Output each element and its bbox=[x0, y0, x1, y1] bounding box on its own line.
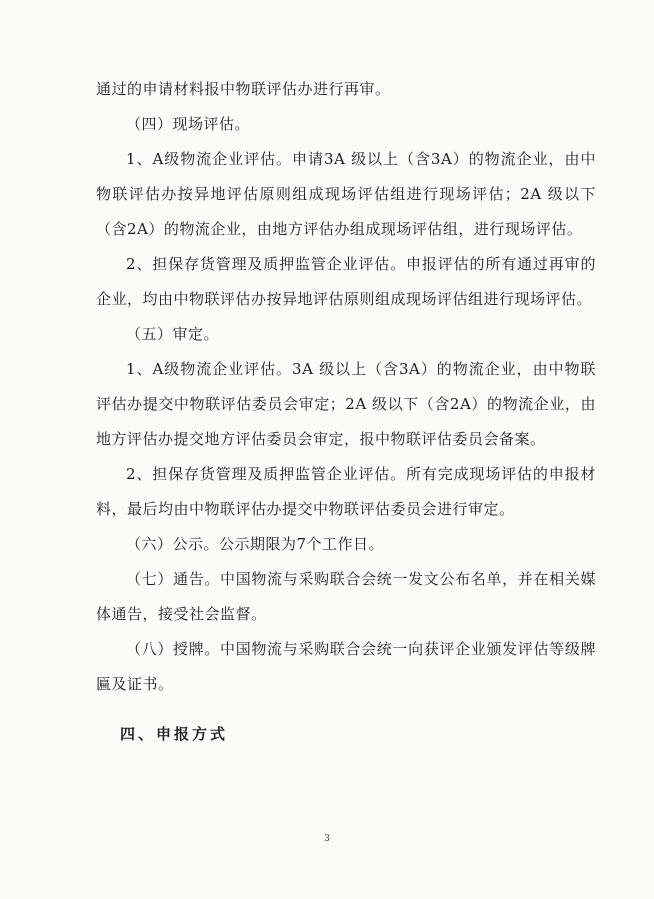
document-body bbox=[96, 72, 596, 767]
paragraph-approval-collateral: 2、担保存货管理及质押监管企业评估。所有完成现场评估的申报材料，最后均由中物联评估办提交中物联评估委员会进行审定。 bbox=[96, 465, 596, 518]
paragraph-approval-heading: （五）审定。 bbox=[126, 325, 220, 343]
paragraph-approval-a-level: 1、A级物流企业评估。3A 级以上（含3A）的物流企业，由中物联评估办提交中物联评估委员会审定；2A 级以下（含2A）的物流企业，由地方评估办提交地方评估委员会审定，报中物联评估委员会备案。 bbox=[96, 360, 596, 448]
section-heading: 四、申报方式 bbox=[120, 725, 229, 743]
paragraph-publicity: （六）公示。公示期限为7个工作日。 bbox=[126, 535, 385, 553]
paragraph-site-evaluation-collateral: 2、担保存货管理及质押监管企业评估。申报评估的所有通过再审的企业，均由中物联评估办按异地评估原则组成现场评估组进行现场评估。 bbox=[96, 255, 596, 308]
page-number: 3 bbox=[324, 834, 330, 844]
paragraph-site-evaluation-a-level: 1、A级物流企业评估。申请3A 级以上（含3A）的物流企业，由中物联评估办按异地评估原则组成现场评估组进行现场评估；2A 级以下（含2A）的物流企业，由地方评估办组成现场评估组，进行现场评估。 bbox=[96, 150, 596, 238]
paragraph-award: （八）授牌。中国物流与采购联合会统一向获评企业颁发评估等级牌匾及证书。 bbox=[96, 640, 596, 693]
paragraph-continuation: 通过的申请材料报中物联评估办进行再审。 bbox=[96, 80, 391, 98]
paragraph-site-evaluation-heading: （四）现场评估。 bbox=[126, 115, 251, 133]
paragraph-announcement: （七）通告。中国物流与采购联合会统一发文公布名单，并在相关媒体通告，接受社会监督。 bbox=[96, 570, 596, 623]
